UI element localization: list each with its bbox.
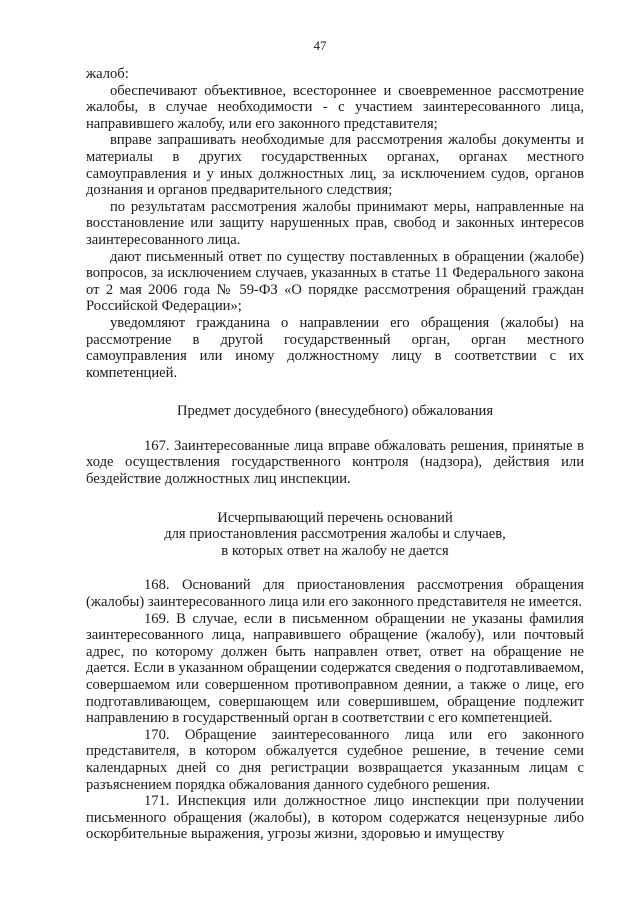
- section-heading-grounds-line2: для приостановления рассмотрения жалобы и случаев,: [164, 526, 506, 543]
- paragraph-ensure-review: обеспечивают объективное, всестороннее и своевременное рассмотрение жалобы, в случае необходимости - с участием заинтересованного лица, направившего жалобу, или его законного представителя;: [86, 82, 584, 132]
- paragraph-take-measures: по результатам рассмотрения жалобы принимают меры, направленные на восстановление или защиту нарушенных прав, свобод и законных интересов заинтересованного лица.: [86, 198, 584, 248]
- section-heading-grounds-line3: в которых ответ на жалобу не дается: [221, 542, 449, 559]
- paragraph-170: 170. Обращение заинтересованного лица или его законного представителя, в котором обжалуется судебное решение, в течение семи календарных дней со дня регистрации возвращается указанным лицам с разъяснением порядка обжалования данного судебного решения.: [86, 726, 584, 793]
- section-heading-grounds-line1: Исчерпывающий перечень оснований: [217, 509, 453, 526]
- paragraph-written-answer: дают письменный ответ по существу поставленных в обращении (жалобе) вопросов, за исключением случаев, указанных в статье 11 Федерального закона от 2 мая 2006 года № 59-ФЗ «О порядке рассмотрения обращений граждан Российской Федерации»;: [86, 248, 584, 315]
- section-heading-subject: [86, 403, 584, 420]
- paragraph-167: 167. Заинтересованные лица вправе обжаловать решения, принятые в ходе осуществления государственного контроля (надзора), действия или бездействие должностных лиц инспекции.: [86, 437, 584, 488]
- section-heading-subject-text: Предмет досудебного (внесудебного) обжалования: [176, 403, 494, 420]
- paragraph-notify-citizen: уведомляют гражданина о направлении его обращения (жалобы) на рассмотрение в другой государственный орган, орган местного самоуправления или иному должностному лицу в соответствии с их компетенцией.: [86, 314, 584, 381]
- document-body: [86, 66, 584, 843]
- page-number: 47: [313, 38, 327, 53]
- paragraph-168: 168. Оснований для приостановления рассмотрения обращения (жалобы) заинтересованного лица или его законного представителя не имеется.: [86, 577, 584, 611]
- paragraph-request-documents: вправе запрашивать необходимые для рассмотрения жалобы документы и материалы в других государственных органах, органах местного самоуправления и у иных должностных лиц, за исключением судов, органов дознания и органов предварительного следствия;: [86, 132, 584, 199]
- section-heading-grounds: [86, 510, 584, 560]
- paragraph-169: 169. В случае, если в письменном обращении не указаны фамилия заинтересованного лица, направившего обращение (жалобу), или почтовый адрес, по которому должен быть направлен ответ, ответ на обращение не дается. Если в указанном обращении содержатся сведения о подготавливаемом, совершаемом или совершенном противоправном деянии, а также о лице, его подготавливающем, совершающем или совершившем, обращение подлежит направлению в государственный орган в соответствии с его компетенцией.: [86, 610, 584, 727]
- paragraph-continuation: жалоб:: [86, 66, 129, 82]
- paragraph-171: 171. Инспекция или должностное лицо инспекции при получении письменного обращения (жалобы), в котором содержатся нецензурные либо оскорбительные выражения, угрозы жизни, здоровью и имуществу: [86, 793, 584, 843]
